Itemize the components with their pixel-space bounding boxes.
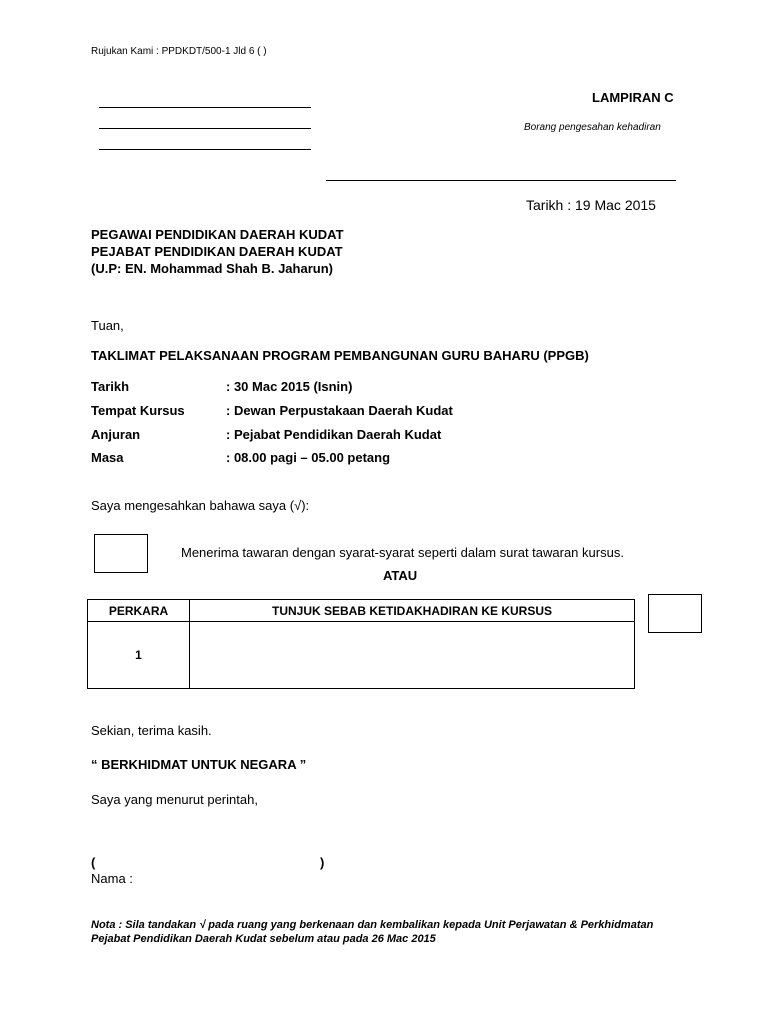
appendix-title: LAMPIRAN C (592, 90, 674, 105)
accept-checkbox[interactable] (94, 534, 148, 573)
detail-label-organizer: Anjuran (91, 427, 141, 442)
table-row (88, 622, 635, 689)
recipient-line-3: (U.P: EN. Mohammad Shah B. Jaharun) (91, 261, 333, 276)
absence-reason-table (87, 599, 635, 689)
appendix-subtitle: Borang pengesahan kehadiran (524, 122, 661, 133)
motto: “ BERKHIDMAT UNTUK NEGARA ” (91, 757, 307, 772)
confirmation-text: Saya mengesahkan bahawa saya (√): (91, 498, 310, 513)
table-cell-reason[interactable] (190, 622, 635, 689)
address-line-3 (99, 149, 311, 150)
detail-value-organizer: : Pejabat Pendidikan Daerah Kudat (226, 427, 442, 442)
sender-line (326, 180, 676, 181)
detail-value-time: : 08.00 pagi – 05.00 petang (226, 450, 391, 465)
subject-title: TAKLIMAT PELAKSANAAN PROGRAM PEMBANGUNAN GURU BAHARU (PPGB) (91, 348, 589, 363)
letter-date: Tarikh : 19 Mac 2015 (526, 197, 656, 213)
detail-label-time: Masa (91, 450, 124, 465)
table-header-item: PERKARA (88, 600, 190, 622)
recipient-line-2: PEJABAT PENDIDIKAN DAERAH KUDAT (91, 244, 343, 259)
footnote: Nota : Sila tandakan √ pada ruang yang berkenaan dan kembalikan kepada Unit Perjawatan & Perkhidmatan Pejabat Pendidikan Daerah Kudat sebelum atau pada 26 Mac 2015 (91, 919, 654, 945)
decline-checkbox[interactable] (648, 594, 702, 633)
reference-number: Rujukan Kami : PPDKDT/500-1 Jld 6 ( ) (91, 46, 267, 57)
detail-label-date: Tarikh (91, 379, 130, 394)
address-line-1 (99, 107, 311, 108)
table-header-reason: TUNJUK SEBAB KETIDAKHADIRAN KE KURSUS (190, 600, 635, 622)
salutation: Tuan, (91, 318, 124, 333)
recipient-line-1: PEGAWAI PENDIDIKAN DAERAH KUDAT (91, 227, 344, 242)
detail-value-venue: : Dewan Perpustakaan Daerah Kudat (226, 403, 453, 418)
signature-open-paren: ( (91, 855, 96, 870)
table-cell-item: 1 (88, 622, 190, 689)
signature-close-paren: ) (320, 855, 325, 870)
sign-off-text: Saya yang menurut perintah, (91, 792, 258, 807)
closing-text: Sekian, terima kasih. (91, 723, 212, 738)
name-label: Nama : (91, 871, 133, 886)
detail-value-date: : 30 Mac 2015 (Isnin) (226, 379, 353, 394)
or-text: ATAU (383, 568, 418, 583)
detail-label-venue: Tempat Kursus (91, 403, 185, 418)
accept-option-text: Menerima tawaran dengan syarat-syarat seperti dalam surat tawaran kursus. (181, 545, 624, 560)
signature-name-field (91, 855, 331, 870)
address-line-2 (99, 128, 311, 129)
